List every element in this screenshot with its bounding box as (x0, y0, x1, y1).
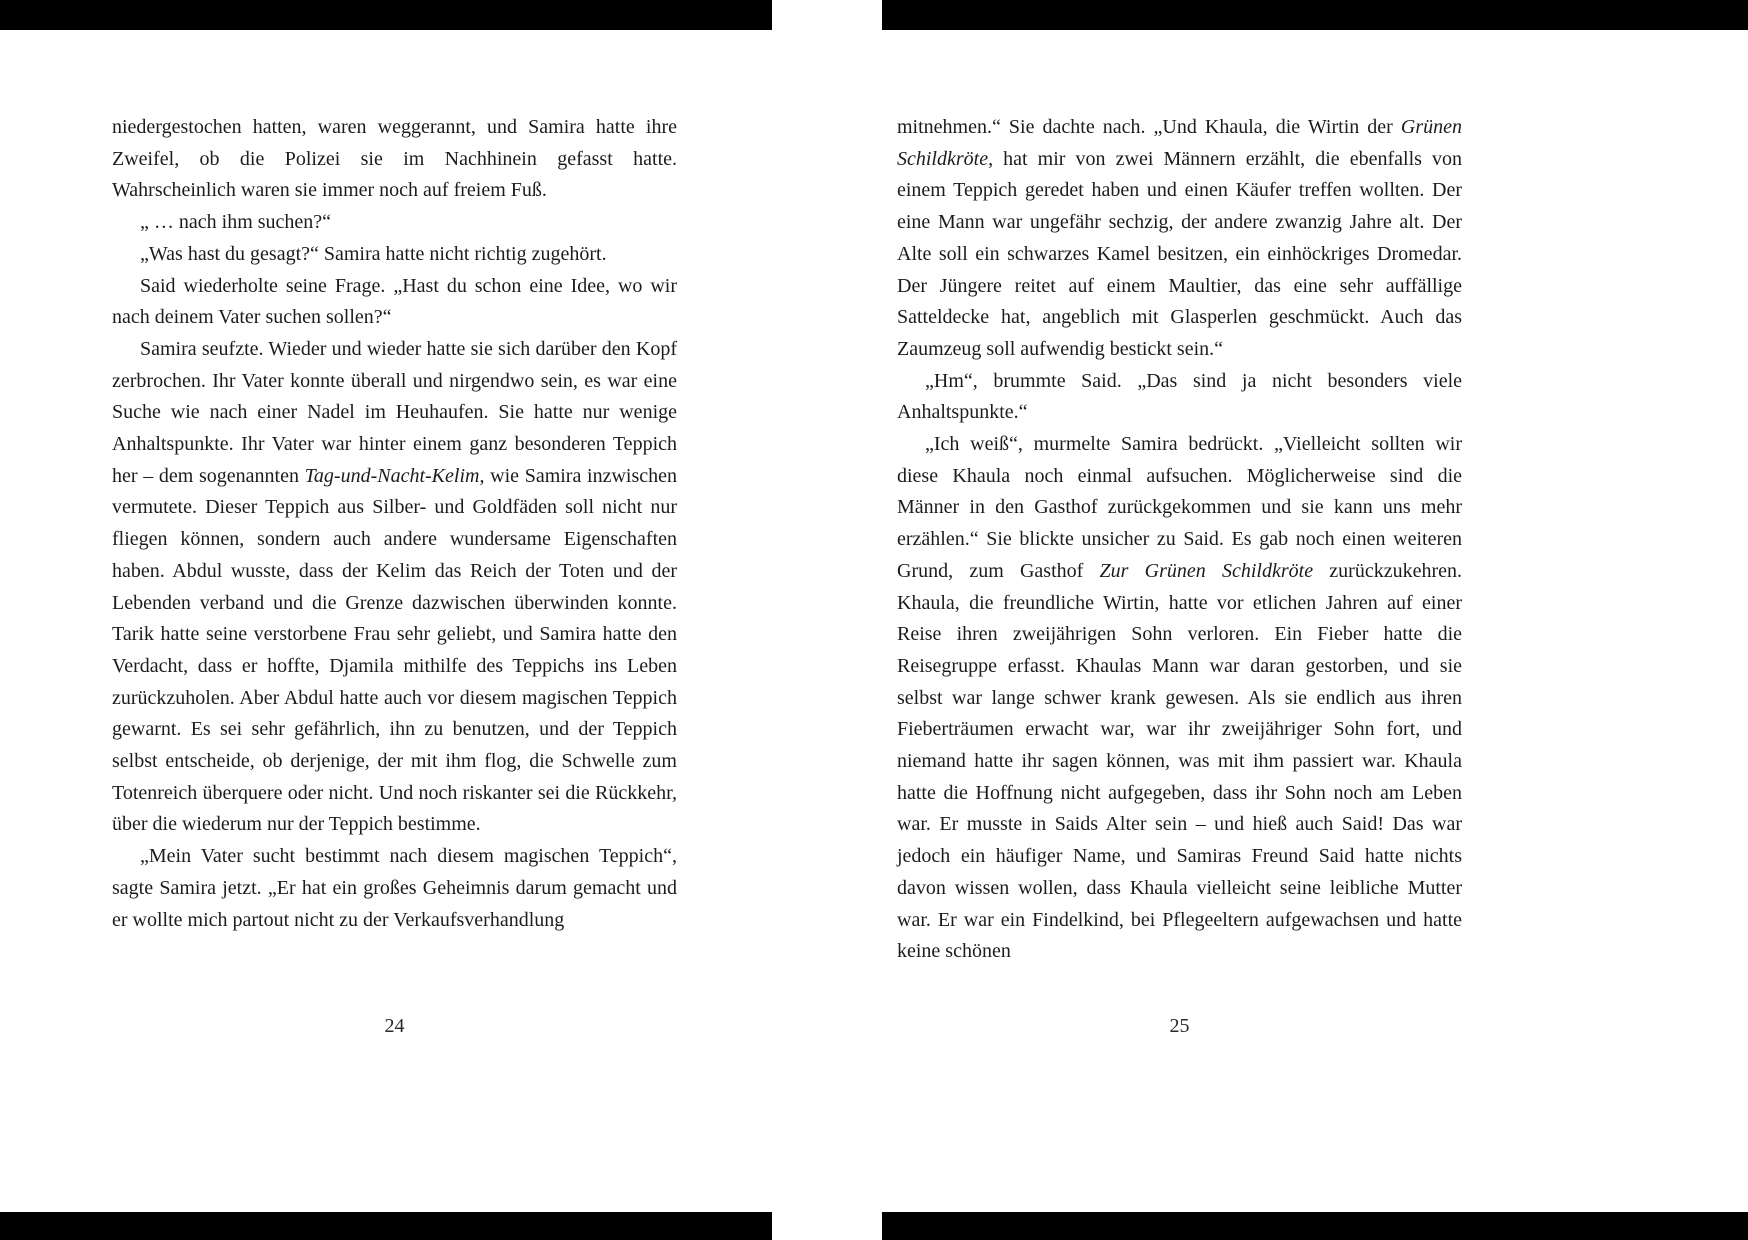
text-run: „Ich weiß“, murmelte Samira bedrückt. „Vielleicht sollten wir diese Khaula noch einmal aufsuchen. Möglicherweise sind die Männer in den Gasthof zurückgekommen und sie kann uns mehr erzählen.“ Sie blickte unsicher zu Said. Es gab noch einen weiteren Grund, zum Gasthof (897, 433, 1462, 582)
paragraph (112, 334, 677, 841)
page-number-left: 24 (384, 1015, 405, 1037)
text-run: zurückzukehren. Khaula, die freundliche Wirtin, hatte vor etlichen Jahren auf einer Reise ihren zweijährigen Sohn verloren. Ein Fieber hatte die Reisegruppe erfasst. Khaulas Mann war daran gestorben, und sie selbst war lange schwer krank gewesen. Als sie endlich aus ihren Fieberträumen erwacht war, war ihr zweijähriger Sohn fort, und niemand hatte ihr sagen können, was mit ihm passiert war. Khaula hatte die Hoffnung nicht aufgegeben, dass ihr Sohn noch am Leben war. Er musste in Saids Alter sein – und hieß auch Said! Das war jedoch ein häufiger Name, und Samiras Freund Said hatte nichts davon wissen wollen, dass Khaula vielleicht seine leibliche Mutter war. Er war ein Findelkind, bei Pflegeeltern aufgewachsen und hatte keine schönen (897, 559, 1463, 963)
text-run: „Was hast du gesagt?“ Samira hatte nicht richtig zugehört. (140, 242, 607, 265)
text-run: Said wiederholte seine Frage. „Hast du schon eine Idee, wo wir nach deinem Vater suchen sollen?“ (112, 274, 677, 329)
text-run: „Hm“, brummte Said. „Das sind ja nicht besonders viele Anhaltspunkte.“ (897, 369, 1462, 424)
text-run: „ … nach ihm suchen?“ (140, 211, 332, 234)
text-run: „Mein Vater sucht bestimmt nach diesem magischen Teppich“, sagte Samira jetzt. „Er hat ein großes Geheimnis darum gemacht und er wollte mich partout nicht zu der Verkaufsverhandlung (112, 845, 677, 931)
scan-edge-bottom-right (882, 1212, 1748, 1240)
italic-text-run: Grünen Schildkröte (897, 116, 1462, 170)
text-run: niedergestochen hatten, waren weggerannt, und Samira hatte ihre Zweifel, ob die Polizei sie im Nachhinein gefasst hatte. Wahrscheinlich waren sie immer noch auf freiem Fuß. (112, 116, 677, 202)
paragraph (112, 841, 677, 936)
paragraph (112, 271, 677, 334)
right-page-text (897, 112, 1462, 968)
text-run: mitnehmen.“ Sie dachte nach. „Und Khaula, die Wirtin der (897, 116, 1401, 138)
page-number-right: 25 (1169, 1015, 1190, 1037)
paragraph (897, 366, 1462, 429)
italic-text-run: Zur Grünen Schildkröte (1099, 559, 1314, 582)
paragraph (897, 429, 1462, 968)
left-page (112, 112, 677, 936)
paragraph (897, 112, 1462, 366)
italic-text-run: Tag-und-Nacht-Kelim (304, 464, 480, 487)
scan-edge-top-left (0, 0, 772, 30)
scan-edge-top-right (882, 0, 1748, 30)
right-page (897, 112, 1462, 968)
scan-edge-bottom-left (0, 1212, 772, 1240)
paragraph (112, 112, 677, 207)
paragraph (112, 239, 677, 271)
left-page-text (112, 112, 677, 936)
paragraph (112, 207, 677, 239)
text-run: Samira seufzte. Wieder und wieder hatte sie sich darüber den Kopf zerbrochen. Ihr Vater konnte überall und nirgendwo sein, es war eine Suche wie nach einer Nadel im Heuhaufen. Sie hatte nur wenige Anhaltspunkte. Ihr Vater war hinter einem ganz besonderen Teppich her – dem sogenannten (112, 337, 677, 487)
text-run: , hat mir von zwei Männern erzählt, die ebenfalls von einem Teppich geredet haben und einen Käufer treffen wollten. Der eine Mann war ungefähr sechzig, der andere zwanzig Jahre alt. Der Alte soll ein schwarzes Kamel besitzen, ein einhöckriges Dromedar. Der Jüngere reitet auf einem Maultier, das eine sehr auffällige Satteldecke hat, angeblich mit Glasperlen geschmückt. Auch das Zaumzeug soll aufwendig bestickt sein.“ (897, 147, 1462, 360)
text-run: , wie Samira inzwischen vermutete. Dieser Teppich aus Silber- und Goldfäden soll nicht nur fliegen können, sondern auch andere wundersame Eigenschaften haben. Abdul wusste, dass der Kelim das Reich der Toten und der Lebenden verband und die Grenze dazwischen überwinden konnte. Tarik hatte seine verstorbene Frau sehr geliebt, und Samira hatte den Verdacht, dass er hoffte, Djamila mithilfe des Teppichs ins Leben zurückzuholen. Aber Abdul hatte auch vor diesem magischen Teppich gewarnt. Es sei sehr gefährlich, ihn zu benutzen, und der Teppich selbst entscheide, ob derjenige, der mit ihm flog, die Schwelle zum Totenreich überquere oder nicht. Und noch riskanter sei die Rückkehr, über die wiederum nur der Teppich bestimme. (112, 464, 677, 836)
